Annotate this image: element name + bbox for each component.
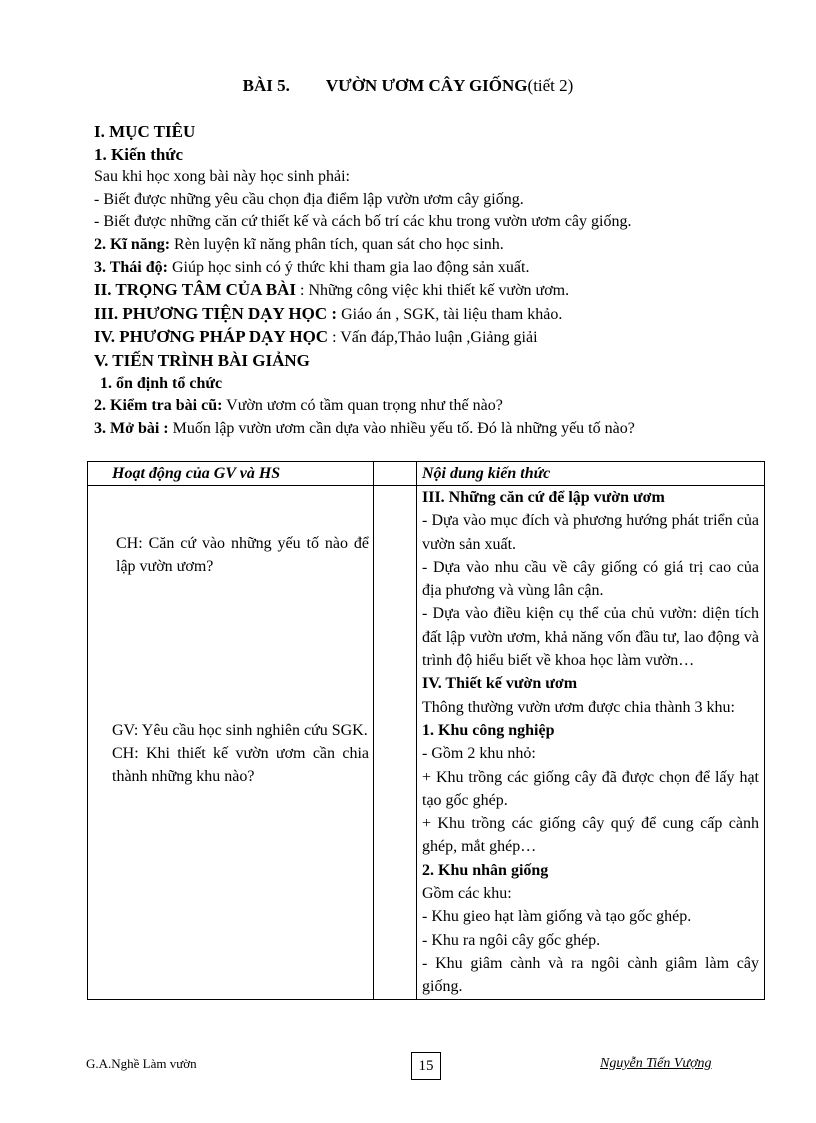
zone-2-item-b: - Khu gieo hạt làm giống và tạo gốc ghép. [422, 908, 692, 926]
section-3-heading: III. Những căn cứ để lập vườn ươm [422, 489, 665, 506]
lesson-number: BÀI 5. [242, 76, 290, 95]
method-label: IV. PHƯƠNG PHÁP DẠY HỌC [94, 327, 329, 347]
zone-1-item-a: - Gồm 2 khu nhỏ: [422, 745, 536, 763]
lesson-name: VƯỜN ƯƠM CÂY GIỐNG [325, 76, 528, 95]
question-1: CH: Căn cứ vào những yếu tố nào để lập vườn ươm? [116, 535, 369, 576]
knowledge-heading: 1. Kiến thức [94, 144, 184, 164]
method-text: : Vấn đáp,Thảo luận ,Giảng giải [328, 329, 538, 347]
knowledge-item-2: - Biết được những căn cứ thiết kế và cách bố trí các khu trong vườn ươm cây giống. [94, 213, 632, 231]
lesson-part: (tiết 2) [527, 76, 574, 95]
means-label: III. PHƯƠNG TIỆN DẠY HỌC : [94, 303, 338, 323]
zone-1-item-c: + Khu trồng các giống cây quý để cung cấp cành ghép, mắt ghép… [422, 815, 759, 856]
content-cell [417, 486, 765, 1000]
stabilize-line: 1. ổn định tổ chức [100, 374, 223, 392]
open-line [94, 418, 754, 441]
page-number: 15 [411, 1052, 441, 1080]
check-text: Vườn ươm có tầm quan trọng như thế nào? [222, 397, 503, 415]
zone-1-item-b: + Khu trồng các giống cây đã được chọn để lấy hạt tạo gốc ghép. [422, 768, 759, 809]
objectives-section [94, 121, 754, 440]
zone-2-item-a: Gồm các khu: [422, 885, 512, 903]
objectives-heading: I. MỤC TIÊU [94, 122, 196, 141]
content-column [422, 486, 759, 999]
header-spacer [374, 462, 417, 486]
activities-cell [88, 486, 374, 1000]
table-header-row [88, 462, 765, 486]
skill-text: Rèn luyện kĩ năng phân tích, quan sát cho học sinh. [170, 235, 504, 253]
zone-1-heading: 1. Khu công nghiệp [422, 721, 555, 739]
zone-2-item-c: - Khu ra ngôi cây gốc ghép. [422, 931, 601, 949]
design-intro: Thông thường vườn ươm được chia thành 3 khu: [422, 698, 735, 716]
attitude-line [94, 257, 754, 280]
check-line [94, 395, 754, 418]
section-4-heading: IV. Thiết kế vườn ươm [422, 675, 578, 693]
method-line [94, 326, 754, 350]
open-text: Muốn lập vườn ươm cần dựa vào nhiều yếu tố. Đó là những yếu tố nào? [168, 419, 635, 437]
question-2: CH: Khi thiết kế vườn ươm cần chia thành những khu nào? [112, 744, 369, 786]
means-line [94, 303, 754, 327]
lesson-title [0, 76, 816, 96]
spacer-cell [374, 486, 417, 1000]
open-label: 3. Mở bài : [94, 419, 169, 437]
skill-line [94, 234, 754, 257]
zone-2-item-d: - Khu giâm cành và ra ngôi cành giâm làm cây giống. [422, 954, 759, 996]
focus-text: : Những công việc khi thiết kế vườn ươm. [296, 282, 570, 300]
lesson-table [87, 461, 765, 1000]
process-heading: V. TIẾN TRÌNH BÀI GIẢNG [94, 350, 310, 370]
attitude-label: 3. Thái độ: [94, 258, 168, 276]
basis-item-3: - Dựa vào điều kiện cụ thể của chủ vườn: diện tích đất lập vườn ươm, khả năng vốn đầu tư, lao động và trình độ hiểu biết về khoa học làm vườn… [422, 605, 759, 670]
footer-author: Nguyễn Tiến Vượng [600, 1056, 712, 1071]
header-activities: Hoạt động của GV và HS [88, 462, 374, 486]
zone-2-heading: 2. Khu nhân giống [422, 861, 549, 879]
basis-item-1: - Dựa vào mục đích và phương hướng phát triển của vườn sản xuất. [422, 512, 759, 553]
attitude-text: Giúp học sinh có ý thức khi tham gia lao động sản xuất. [167, 258, 530, 276]
basis-item-2: - Dựa vào nhu cầu về cây giống có giá trị cao của địa phương và vùng lân cận. [422, 558, 759, 600]
footer-subject: G.A.Nghề Làm vườn [86, 1056, 197, 1071]
header-content: Nội dung kiến thức [417, 462, 765, 486]
skill-label: 2. Kĩ năng: [94, 235, 171, 253]
focus-line [94, 279, 754, 303]
teacher-instruction: GV: Yêu cầu học sinh nghiên cứu SGK. [112, 721, 368, 739]
knowledge-item-1: - Biết được những yêu cầu chọn địa điểm lập vườn ươm cây giống. [94, 190, 524, 208]
check-label: 2. Kiểm tra bài cũ: [94, 397, 223, 415]
table-body-row [88, 486, 765, 1000]
knowledge-intro: Sau khi học xong bài này học sinh phải: [94, 168, 350, 186]
means-text: Giáo án , SGK, tài liệu tham khảo. [337, 305, 563, 323]
focus-label: II. TRỌNG TÂM CỦA BÀI [94, 280, 296, 300]
activities-column [112, 486, 369, 788]
